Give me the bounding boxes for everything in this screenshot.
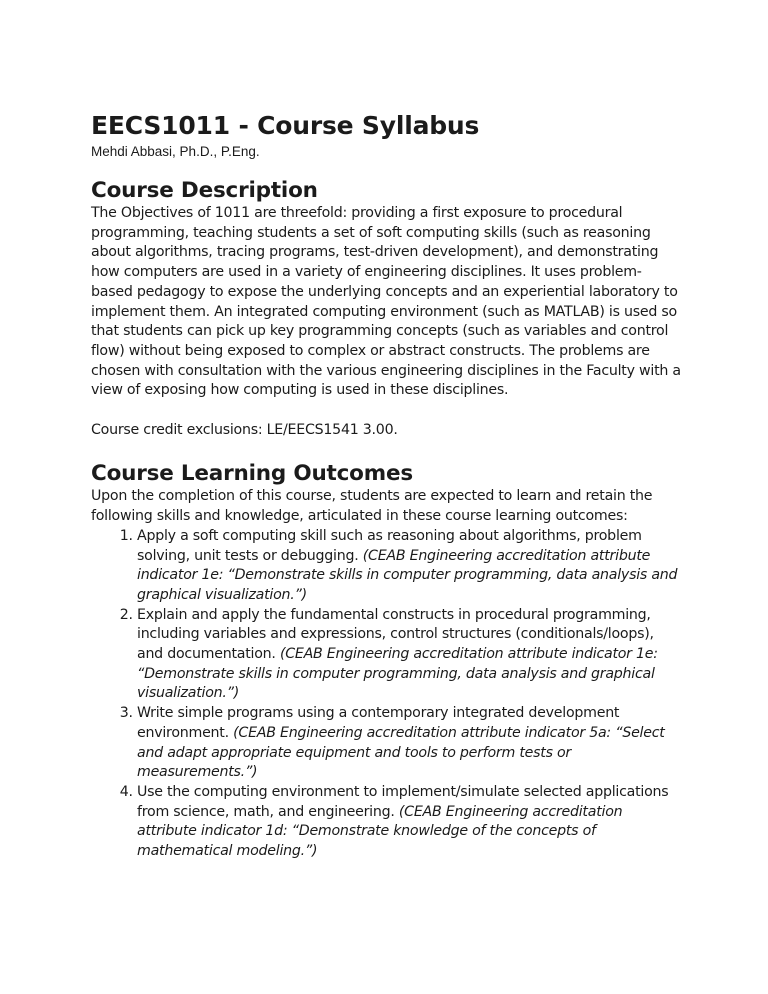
outcome-item-3 [137,704,683,783]
ceab-reference: (CEAB Engineering accreditation attribute indicator 1d: “Demonstrate knowledge of the concepts of mathematical modeling.”) [137,803,623,860]
learning-outcomes-intro: Upon the completion of this course, students are expected to learn and retain the following skills and knowledge, articulated in these course learning outcomes: [91,488,653,525]
page-title: EECS1011 - Course Syllabus [91,111,480,140]
outcome-text: Apply a soft computing skill such as reasoning about algorithms, problem solving, unit tests or debugging. [137,527,642,564]
outcome-item-4 [137,783,683,862]
outcome-item-1 [137,527,683,606]
syllabus-page [91,111,683,862]
ceab-reference: (CEAB Engineering accreditation attribute indicator 1e: “Demonstrate skills in computer programming, data analysis and graphical visualization.”) [137,646,658,702]
ceab-reference: (CEAB Engineering accreditation attribute indicator 5a: “Select and adapt appropriate equipment and tools to perform tests or measurements.”) [137,724,665,781]
course-description-text: The Objectives of 1011 are threefold: providing a first exposure to procedural programming, teaching students a set of soft computing skills (such as reasoning about algorithms, tracing programs, test-driven development), and demonstrating how computers are used in a variety of engineering disciplines. It uses problem-based pedagogy to expose the underlying concepts and an experiential laboratory to implement them. An integrated computing environment (such as MATLAB) is used so that students can pick up key programming concepts (such as variables and control flow) without being exposed to complex or abstract constructs. The problems are chosen with consultation with the various engineering disciplines in the Faculty with a view of exposing how computing is used in these disciplines. [91,205,681,399]
outcomes-list [91,527,683,862]
outcome-text: Use the computing environment to implement/simulate selected applications from science, math, and engineering. [137,783,669,820]
credit-exclusions: Course credit exclusions: LE/EECS1541 3.00. [91,421,398,438]
outcome-text: Write simple programs using a contemporary integrated development environment. [137,705,620,741]
ceab-reference: (CEAB Engineering accreditation attribute indicator 1e: “Demonstrate skills in computer programming, data analysis and graphical visualization.”) [137,547,678,603]
author-line: Mehdi Abbasi, Ph.D., P.Eng. [91,144,260,159]
course-description-heading: Course Description [91,178,318,203]
outcome-text: Explain and apply the fundamental constructs in procedural programming, including variables and expressions, control structures (conditionals/loops), and documentation. [137,606,654,663]
outcome-item-2 [137,606,683,705]
learning-outcomes-heading: Course Learning Outcomes [91,461,413,487]
